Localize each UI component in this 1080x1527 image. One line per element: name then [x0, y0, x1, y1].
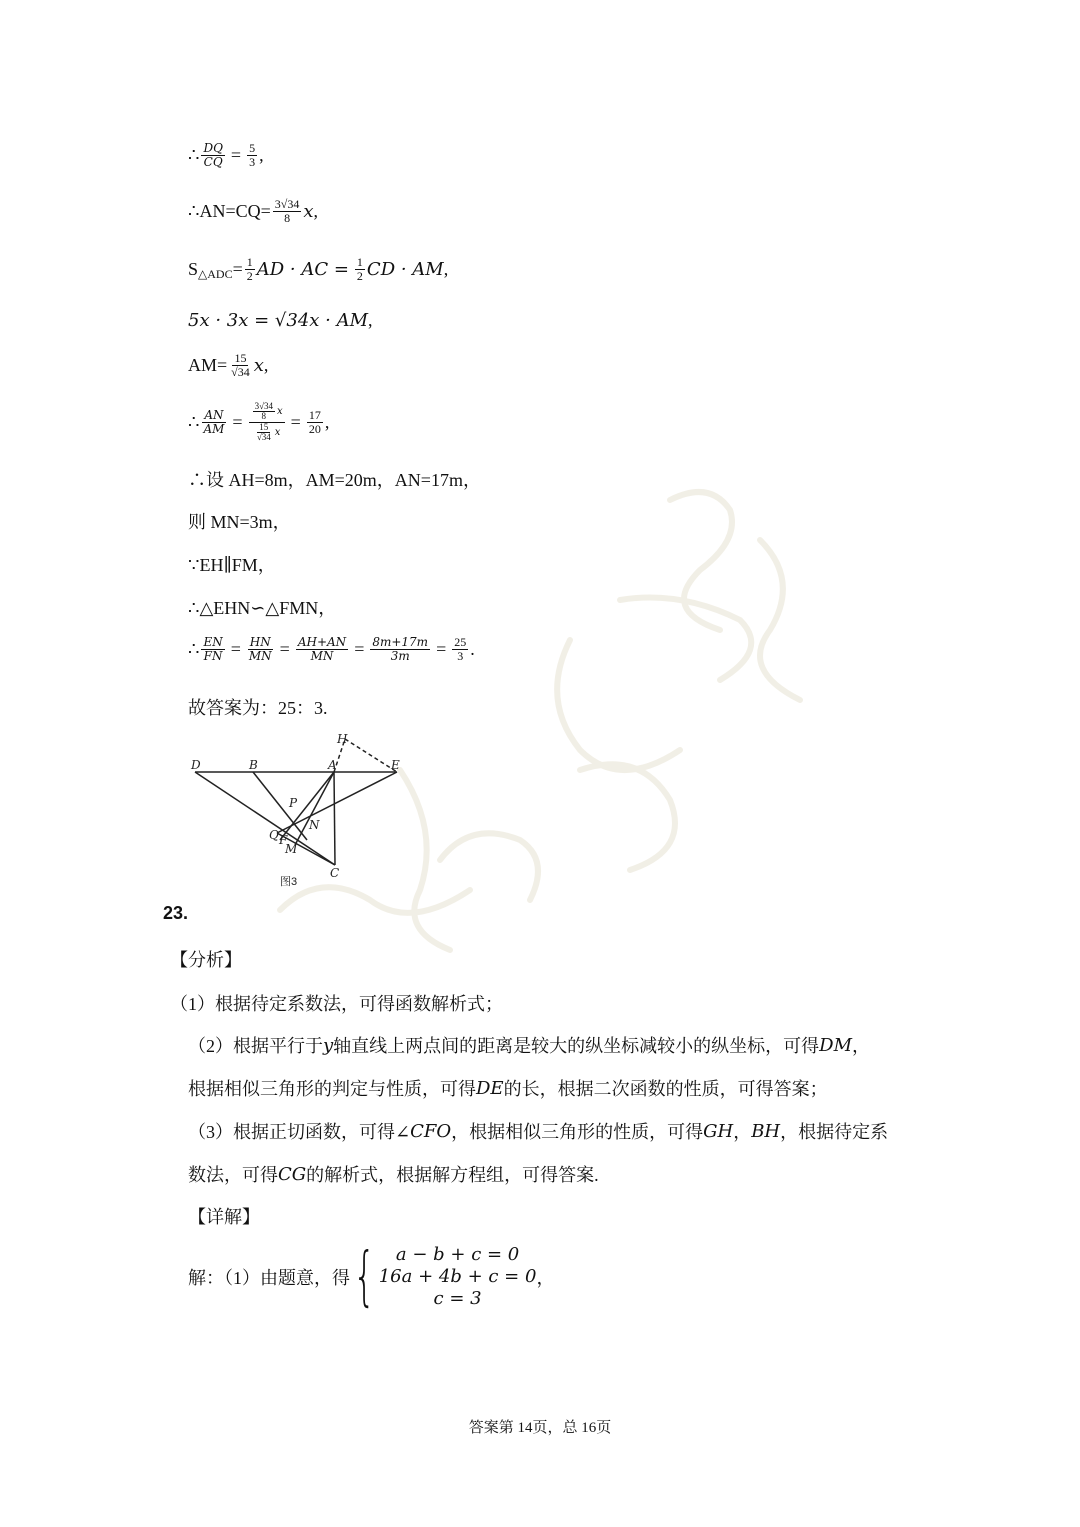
point-label-q: Q: [269, 828, 279, 842]
variable-x: x: [274, 426, 281, 438]
equation-lhs: AM=: [188, 354, 228, 375]
system-equation-1: a − b + c = 0: [395, 1244, 520, 1265]
denominator: 20: [308, 421, 321, 436]
point-label-n: N: [309, 818, 320, 832]
fraction-5-3: [247, 142, 257, 168]
variable-x: x: [277, 405, 283, 417]
equation-area-adc: [188, 256, 448, 282]
numerator: DQ: [203, 141, 223, 155]
equals-sign: =: [230, 638, 241, 659]
complex-fraction: [249, 402, 285, 443]
math-y: y: [323, 1034, 334, 1056]
watermark-image: [240, 440, 880, 980]
fraction-15-sqrt34: [229, 352, 252, 378]
comma: ,: [443, 258, 449, 279]
equals-sign: =: [232, 411, 243, 432]
comma: ,: [259, 144, 264, 165]
system-equation-2: 16a + 4b + c = 0: [378, 1266, 537, 1287]
math-gh: GH: [703, 1120, 734, 1142]
point-label-e: E: [391, 758, 400, 772]
fraction-half: [245, 256, 255, 282]
point-label-f: F: [279, 833, 288, 847]
area-subscript: △ADC: [198, 266, 233, 281]
numerator: EN: [203, 635, 223, 649]
text-segment: （3）根据正切函数，可得∠: [188, 1122, 411, 1142]
numerator: 15: [259, 421, 269, 432]
system-rows: [379, 1244, 537, 1310]
fraction-3sqrt34-8: [273, 198, 302, 224]
denominator: MN: [310, 648, 334, 663]
denominator: √34: [231, 364, 250, 379]
math-de: DE: [476, 1077, 504, 1099]
equation-system: [350, 1240, 537, 1314]
denominator: CQ: [203, 154, 223, 169]
fraction-en-fn: [201, 636, 224, 662]
point-label-m: M: [285, 842, 298, 856]
denominator: 3: [457, 648, 464, 663]
denominator: 3m: [390, 648, 410, 663]
math-cfo: CFO: [410, 1120, 452, 1142]
math-dm: DM: [819, 1034, 853, 1056]
text-segment: 解：（1）由题意，得: [188, 1268, 350, 1288]
equation-en-fn-ratio: [188, 636, 475, 662]
numerator: 3√34: [274, 197, 300, 211]
analysis-item-3-cont: [188, 1161, 599, 1187]
denominator: FN: [203, 648, 223, 663]
text-segment: ，根据相似三角形的性质，可得: [451, 1122, 704, 1142]
math-bh: BH: [751, 1120, 781, 1142]
fraction-an-am: [201, 409, 226, 435]
fraction-25-3: [452, 636, 468, 662]
equation-am: [188, 352, 268, 378]
left-brace: {: [353, 1240, 376, 1314]
variable-x: x: [253, 354, 264, 376]
therefore-symbol: ∴: [188, 144, 200, 165]
analysis-item-1: （1）根据待定系数法，可得函数解析式；: [170, 994, 503, 1014]
text-segment: ，: [733, 1122, 752, 1142]
denominator: 3: [249, 154, 256, 169]
term-cd-am: CD · AM: [366, 258, 444, 280]
text-answer: 故答案为：25：3.: [188, 698, 328, 718]
text-segment: 轴直线上两点间的距离是较大的纵坐标减较小的纵坐标，可得: [333, 1036, 820, 1056]
equals-sign: =: [354, 638, 365, 659]
numerator: AH+AN: [297, 635, 347, 649]
point-label-h: H: [337, 732, 348, 746]
area-symbol: S: [188, 258, 199, 279]
text-segment: （2）根据平行于: [188, 1036, 323, 1056]
text-segment: 的解析式，根据解方程组，可得答案.: [306, 1165, 599, 1185]
point-label-a: A: [328, 758, 337, 772]
point-label-b: B: [249, 758, 258, 772]
point-label-d: D: [191, 758, 201, 772]
denominator: 2: [246, 268, 253, 283]
equals-sign: =: [436, 638, 447, 659]
numerator: 17: [308, 408, 321, 423]
text-segment: ，: [852, 1036, 871, 1056]
equation-text: 5x · 3x = √34x · AM: [188, 310, 369, 331]
numerator: 3√34: [254, 401, 274, 411]
analysis-item-2: [188, 1032, 870, 1058]
term-ad-ac: AD · AC =: [256, 258, 349, 280]
analysis-item-2-cont: [188, 1075, 828, 1101]
denominator: 8: [261, 411, 267, 422]
fraction-17-20: [307, 409, 323, 435]
denominator: MN: [248, 648, 272, 663]
analysis-item-3: [188, 1118, 888, 1144]
comma: ,: [368, 310, 373, 330]
equation-ratio-dq-cq: [188, 142, 264, 168]
equals-sign: =: [232, 258, 243, 279]
text-segment: 根据相似三角形的判定与性质，可得: [188, 1079, 476, 1099]
denominator: 2: [356, 268, 363, 283]
comma: ,: [324, 411, 330, 432]
solution-part-1: [188, 1240, 555, 1314]
equals-sign: =: [279, 638, 290, 659]
fraction-hn-mn: [247, 636, 274, 662]
therefore-symbol: ∴: [188, 638, 200, 659]
detail-heading: 【详解】: [188, 1207, 260, 1227]
equals-sign: =: [230, 144, 242, 165]
numerator: 1: [356, 255, 363, 269]
numerator: 25: [454, 635, 467, 649]
question-number: 23.: [163, 903, 189, 923]
text-segment: 数法，可得: [188, 1165, 278, 1185]
geometry-figure: [185, 725, 410, 890]
text-similar-triangles: ∴△EHN∽△FMN，: [188, 598, 337, 618]
fraction-half: [355, 256, 365, 282]
variable-x: x: [303, 200, 314, 222]
math-cg: CG: [278, 1163, 307, 1185]
equals-sign: =: [290, 411, 301, 432]
text-segment: 的长，根据二次函数的性质，可得答案；: [503, 1079, 828, 1099]
denominator: 8: [284, 210, 291, 225]
point-label-c: C: [330, 866, 340, 880]
equation-5x-3x: [188, 310, 373, 331]
period: .: [470, 638, 475, 659]
numerator: HN: [249, 635, 271, 649]
page-footer: 答案第 14页，总 16页: [468, 1420, 612, 1436]
numerator: 1: [246, 255, 253, 269]
text-mn: 则 MN=3m，: [188, 512, 291, 532]
equation-lhs: ∴AN=CQ=: [188, 200, 271, 221]
comma: ，: [536, 1268, 555, 1288]
fraction-8m-17m-3m: [370, 636, 430, 662]
denominator: AM: [203, 421, 225, 436]
text-set-ah-am-an: ∴设 AH=8m，AM=20m，AN=17m，: [188, 470, 481, 490]
point-label-p: P: [289, 796, 298, 810]
therefore-symbol: ∴: [188, 411, 200, 432]
fraction-dq-cq: [201, 142, 224, 168]
equation-an-cq: [188, 198, 318, 224]
comma: ,: [313, 200, 319, 221]
numerator: 15: [234, 351, 247, 365]
denominator: √34: [256, 432, 271, 443]
comma: ,: [263, 354, 269, 375]
fraction-ah-an-mn: [296, 636, 348, 662]
numerator: AN: [204, 408, 224, 423]
analysis-heading: 【分析】: [170, 950, 242, 970]
text-eh-parallel-fm: ∵EH∥FM，: [188, 555, 276, 575]
system-equation-3: c = 3: [433, 1288, 482, 1309]
numerator: 8m+17m: [372, 635, 429, 649]
equation-an-am-ratio: [188, 402, 329, 443]
numerator: 5: [249, 141, 256, 155]
text-segment: ，根据待定系: [780, 1122, 889, 1142]
figure-caption: 图3: [280, 876, 298, 888]
